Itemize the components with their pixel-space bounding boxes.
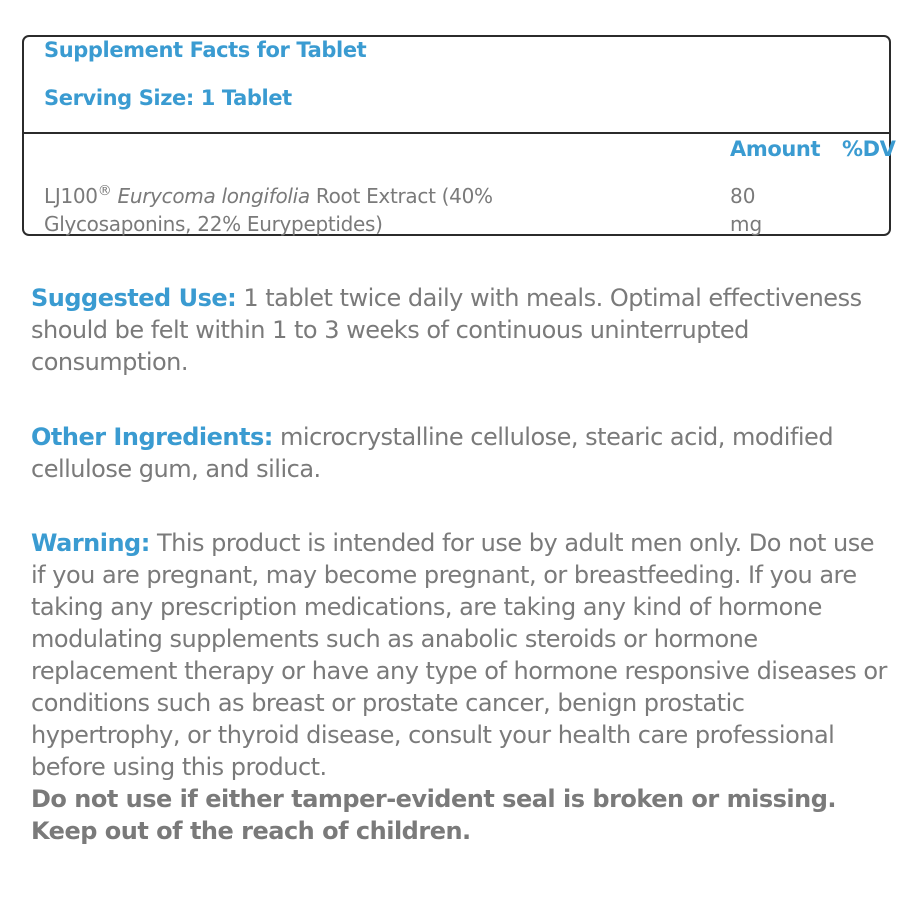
warning-label: Warning: <box>31 529 150 557</box>
registered-mark: ® <box>97 183 112 199</box>
suggested-use-section <box>31 282 891 378</box>
ingredient-description: Root Extract (40% Glycosaponins, 22% Eurypeptides) <box>44 184 493 236</box>
ingredient-species: Eurycoma longifolia <box>117 184 310 208</box>
tamper-seal-notice: Do not use if either tamper-evident seal is broken or missing. <box>31 785 837 813</box>
other-ingredients-label: Other Ingredients: <box>31 423 273 451</box>
facts-divider <box>24 132 889 134</box>
warning-text: This product is intended for use by adult men only. Do not use if you are pregnant, may become pregnant, or breastfeeding. If you are taking any prescription medications, are taking any kind of hormone modulating supplements such as anabolic steroids or hormone replacement therapy or have any type of hormone responsive diseases or conditions such as breast or prostate cancer, benign prostatic hypertrophy, or thyroid disease, consult your health care professional before using this product. <box>31 529 887 781</box>
other-ingredients-text: microcrystalline cellulose, stearic acid, modified cellulose gum, and silica. <box>31 423 834 483</box>
facts-title: Supplement Facts for Tablet <box>44 38 367 62</box>
children-notice: Keep out of the reach of children. <box>31 817 471 845</box>
ingredient-brand: LJ100 <box>44 184 98 208</box>
column-header-amount: Amount <box>730 137 821 161</box>
supplement-facts-panel <box>22 35 896 236</box>
serving-size: Serving Size: 1 Tablet <box>44 86 292 110</box>
ingredient-name <box>44 182 604 238</box>
other-ingredients-section <box>31 421 891 485</box>
warning-section <box>31 527 891 847</box>
column-header-dv: %DV <box>842 137 896 161</box>
ingredient-amount: 80 mg <box>730 184 763 236</box>
suggested-use-label: Suggested Use: <box>31 284 237 312</box>
suggested-use-text: 1 tablet twice daily with meals. Optimal effectiveness should be felt within 1 to 3 weeks of continuous uninterrupted consumption. <box>31 284 862 376</box>
